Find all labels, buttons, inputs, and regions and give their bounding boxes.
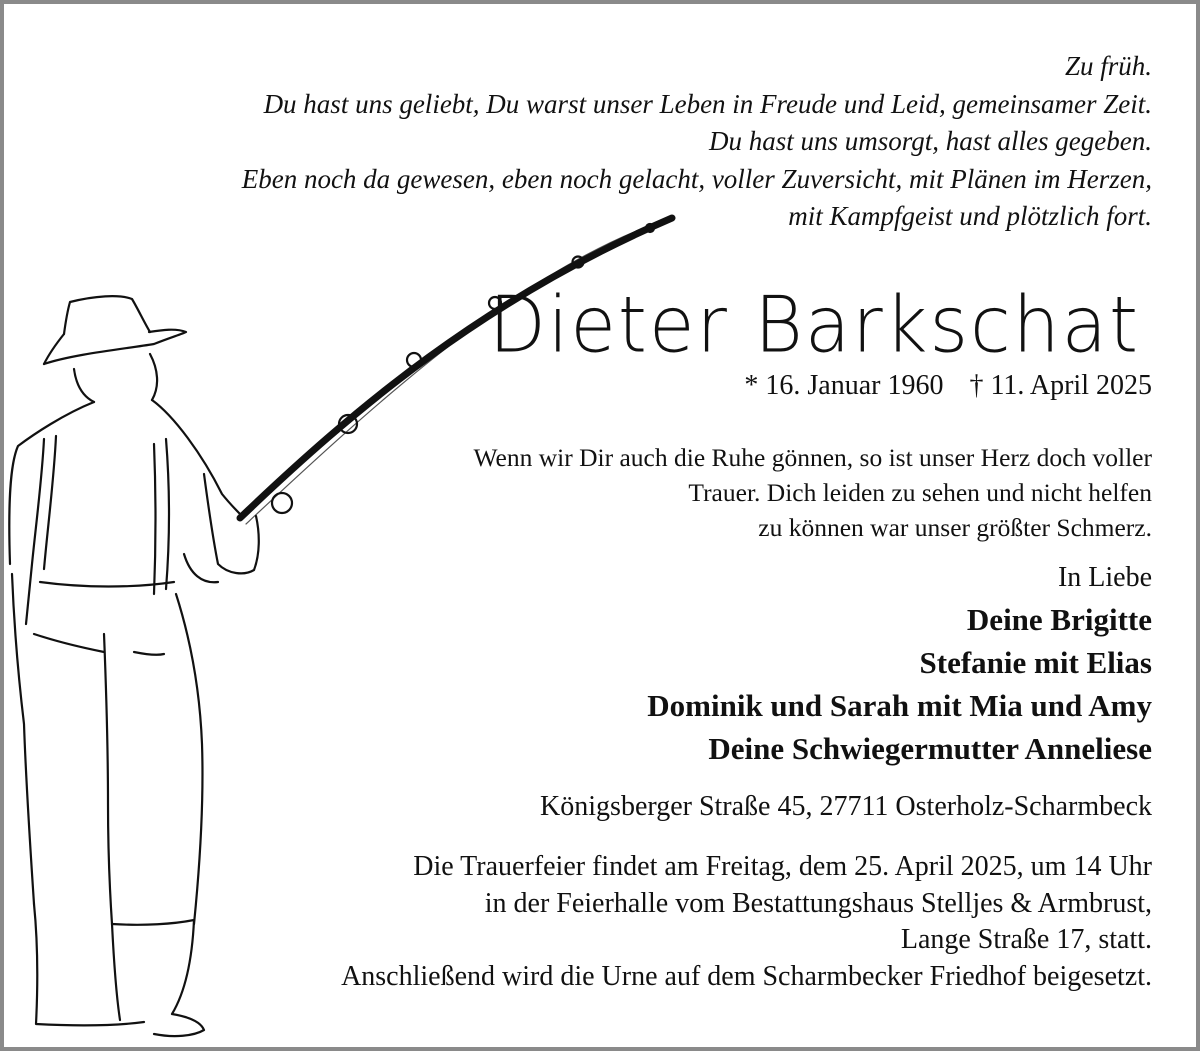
- mourner-name: Deine Schwiegermutter Anneliese: [708, 731, 1152, 766]
- poem-line: Zu früh.: [1064, 51, 1152, 81]
- poem-line: Eben noch da gewesen, eben noch gelacht, voller Zuversicht, mit Plänen im Herzen,: [241, 163, 1152, 194]
- poem: [32, 48, 1152, 236]
- life-dates: [744, 370, 1152, 402]
- mourner-name: Deine Brigitte: [966, 602, 1152, 637]
- service-line: Anschließend wird die Urne auf dem Scharmbecker Friedhof beigesetzt.: [341, 960, 1152, 992]
- family-address: Königsberger Straße 45, 27711 Osterholz-Scharmbeck: [540, 791, 1152, 822]
- comfort-text: [474, 440, 1152, 545]
- death-date: † 11. April 2025: [969, 370, 1152, 401]
- service-info: [341, 849, 1152, 995]
- service-line: Lange Straße 17, statt.: [900, 924, 1152, 955]
- mourners-list: [647, 598, 1152, 770]
- comfort-line: zu können war unser größter Schmerz.: [758, 513, 1152, 542]
- mourners-intro: In Liebe: [1057, 562, 1152, 593]
- service-line: Die Trauerfeier findet am Freitag, dem 25. April 2025, um 14 Uhr: [413, 851, 1152, 882]
- deceased-name: Dieter Barkschat: [488, 279, 1140, 371]
- poem-line: Du hast uns umsorgt, hast alles gegeben.: [709, 126, 1152, 156]
- poem-line: mit Kampfgeist und plötzlich fort.: [788, 201, 1152, 231]
- mourner-name: Dominik und Sarah mit Mia und Amy: [647, 688, 1152, 723]
- comfort-line: Trauer. Dich leiden zu sehen und nicht helfen: [688, 478, 1152, 507]
- mourner-name: Stefanie mit Elias: [919, 645, 1152, 680]
- service-line: in der Feierhalle vom Bestattungshaus Stelljes & Armbrust,: [484, 887, 1152, 919]
- birth-date: * 16. Januar 1960: [744, 370, 944, 401]
- poem-line: Du hast uns geliebt, Du warst unser Leben in Freude und Leid, gemeinsamer Zeit.: [263, 88, 1152, 119]
- comfort-line: Wenn wir Dir auch die Ruhe gönnen, so ist unser Herz doch voller: [473, 443, 1152, 472]
